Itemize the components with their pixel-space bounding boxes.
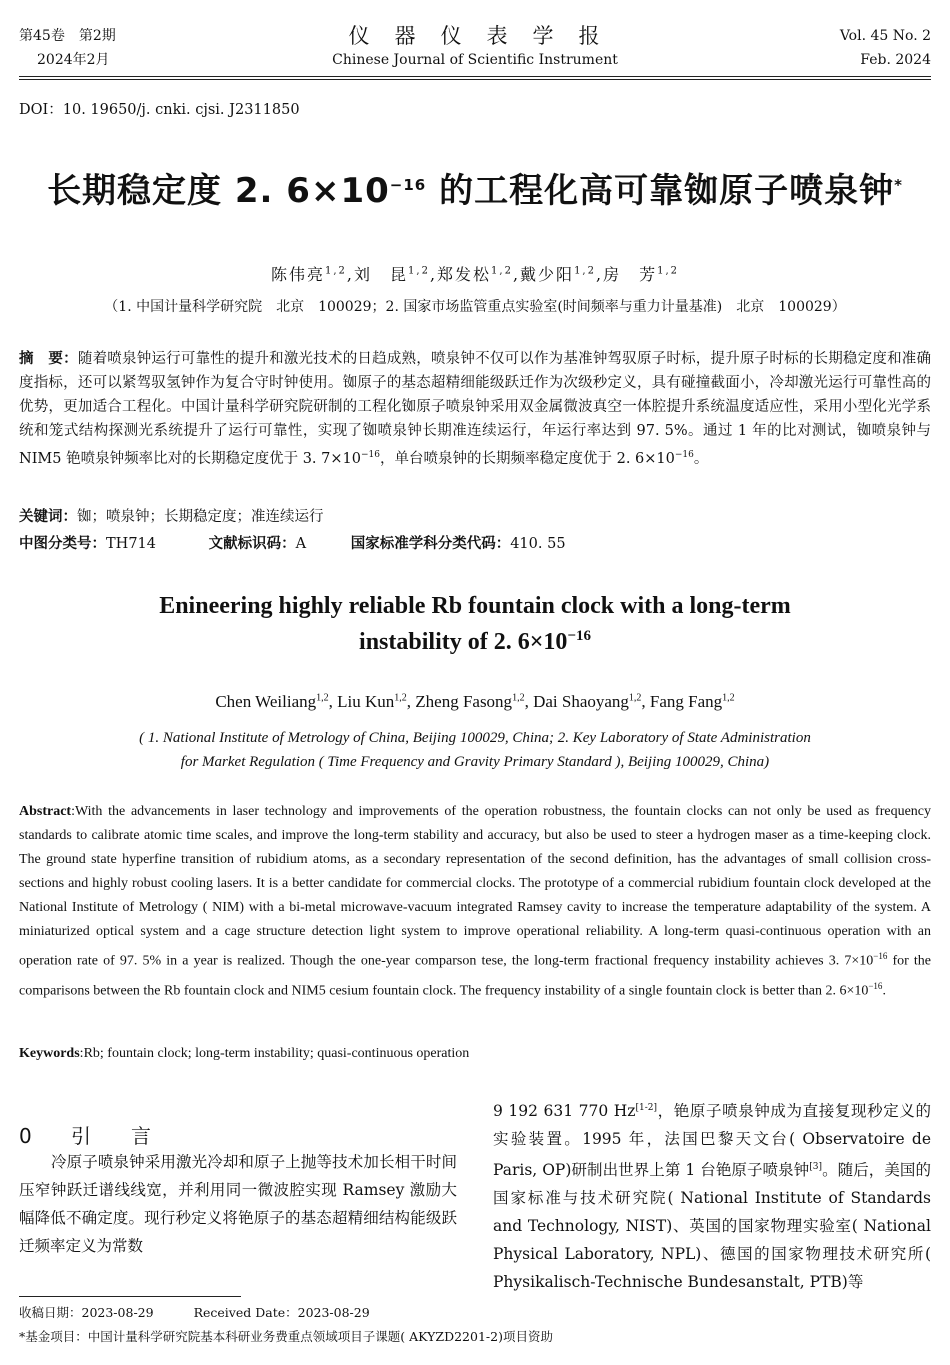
date-cn: 2024年2月 bbox=[37, 52, 110, 68]
citation: [1-2] bbox=[635, 1103, 657, 1113]
author-en-affil: 1,2 bbox=[722, 692, 735, 704]
abstract-cn bbox=[19, 347, 931, 471]
abstract-cn-text-3: 。 bbox=[693, 450, 709, 467]
author-en-affil: 1,2 bbox=[512, 692, 525, 704]
keywords-en bbox=[19, 1042, 931, 1066]
received-date bbox=[19, 1304, 370, 1322]
abstract-en-exponent-2: −16 bbox=[868, 980, 883, 991]
author-cn-affil: 1,2 bbox=[408, 265, 430, 277]
abstract-en-colon: : bbox=[71, 804, 75, 819]
author-cn-affil: 1,2 bbox=[325, 265, 347, 277]
section-heading bbox=[19, 1120, 151, 1149]
date-en: Feb. 2024 bbox=[860, 52, 931, 68]
doc-code-label: 文献标识码： bbox=[208, 536, 296, 552]
volume-issue-cn: 第45卷 第2期 bbox=[19, 28, 116, 44]
authors-en: Chen Weiliang$^{1,2}$, Liu Kun$^{1,2}$, Zheng Fasong$^{1,2}$, Dai Shaoyang$^{1,2}$, Fang Fang$^{1,2}$ bbox=[215, 692, 735, 711]
classification-line bbox=[19, 532, 931, 556]
author-cn-affil: 1,2 bbox=[491, 265, 513, 277]
abstract-en-exponent: −16 bbox=[873, 951, 888, 961]
title-en bbox=[0, 588, 950, 660]
journal-name-en: Chinese Journal of Scientific Instrument bbox=[332, 52, 618, 68]
author-en: Dai Shaoyang bbox=[533, 692, 629, 711]
author-en: Liu Kun bbox=[337, 692, 395, 711]
title-cn-footnote-mark: * bbox=[894, 176, 903, 194]
title-cn-exponent: −16 bbox=[389, 176, 427, 194]
keywords-cn-text: 铷；喷泉钟；长期稳定度；准连续运行 bbox=[77, 509, 324, 525]
title-en-line1: Enineering highly reliable Rb fountain clock with a long-term bbox=[159, 593, 791, 619]
abstract-cn-label: 摘 要： bbox=[19, 351, 78, 367]
affiliations-cn: （1. 中国计量科学研究院 北京 100029；2. 国家市场监管重点实验室(时间频率与重力计量基准) 北京 100029） bbox=[104, 299, 846, 315]
header-rule-2 bbox=[19, 79, 931, 80]
author-en-affil: 1,2 bbox=[316, 692, 329, 704]
intro-left-column: 冷原子喷泉钟采用激光冷却和原子上抛等技术加长相干时间压窄钟跃迁谱线线宽，并利用同一微波腔实现 Ramsey 激励大幅降低不确定度。现行秒定义将铯原子的基态超精细结构能级跃迁频率定义为常数 bbox=[19, 1153, 457, 1255]
keywords-en-colon: : bbox=[79, 1046, 84, 1061]
title-cn-before: 长期稳定度 2. 6×10 bbox=[47, 171, 390, 211]
affiliations-en-line1: ( 1. National Institute of Metrology of China, Beijing 100029, China; 2. Key Laboratory of State Administration bbox=[139, 730, 811, 746]
journal-name-cn: 仪 器 仪 表 学 报 bbox=[348, 24, 602, 48]
intro-right-text-1: 9 192 631 770 Hz bbox=[493, 1102, 636, 1121]
title-en-line2 bbox=[0, 624, 950, 660]
doi: DOI：10. 19650/j. cnki. cjsi. J2311850 bbox=[19, 102, 300, 118]
intro-right-column bbox=[493, 1094, 931, 1296]
author-cn: 戴少阳 bbox=[520, 265, 575, 284]
abstract-en-label: Abstract bbox=[19, 804, 72, 819]
section-title: 引 言 bbox=[71, 1124, 151, 1148]
title-cn bbox=[0, 168, 950, 214]
intro-right-text-2: ，铯原子喷泉钟成为直接复现秒定义的实验装置。1995 年，法国巴黎天文台( Observatoire de Paris, OP)研制出世界上第 1 台铯原子喷泉钟 bbox=[493, 1102, 931, 1180]
title-en-exponent: −16 bbox=[567, 628, 591, 644]
fund-footnote: *基金项目：中国计量科学研究院基本科研业务费重点领域项目子课题( AKYZD2201-2)项目资助 bbox=[19, 1329, 553, 1344]
author-en-affil: 1,2 bbox=[628, 692, 642, 704]
abstract-en-text-2: for the comparisons between the Rb fountain clock and NIM5 cesium fountain clock. The frequency instability of a single fountain clock is better than 2. 6×10 bbox=[19, 953, 931, 999]
keywords-en-label: Keywords bbox=[19, 1046, 80, 1061]
section-number: 0 bbox=[19, 1124, 32, 1148]
keywords-cn bbox=[19, 505, 931, 529]
volume-issue-en: Vol. 45 No. 2 bbox=[839, 28, 931, 44]
header-rule bbox=[19, 76, 931, 77]
title-cn-after: 的工程化高可靠铷原子喷泉钟 bbox=[426, 171, 895, 211]
received-date-en: Received Date：2023-08-29 bbox=[193, 1305, 370, 1320]
std-code-value: 410. 55 bbox=[510, 536, 566, 552]
clc-label: 中图分类号： bbox=[19, 536, 106, 552]
author-cn: 陈伟亮 bbox=[271, 265, 326, 284]
author-cn: 房 芳 bbox=[603, 265, 658, 284]
abstract-en bbox=[19, 800, 931, 1003]
received-date-cn: 收稿日期：2023-08-29 bbox=[19, 1305, 154, 1320]
abstract-en-text-3: . bbox=[882, 983, 886, 999]
std-code-label: 国家标准学科分类代码： bbox=[350, 536, 511, 552]
authors-cn: 陈伟亮$^{1,2}$,刘 昆$^{1,2}$,郑发松$^{1,2}$,戴少阳$^{1,2}$,房 芳$^{1,2}$ bbox=[271, 265, 679, 284]
abstract-cn-exponent-2: −16 bbox=[674, 450, 694, 460]
affiliations-en-line2: for Market Regulation ( Time Frequency and Gravity Primary Standard ), Beijing 100029, China) bbox=[180, 754, 770, 770]
keywords-en-text: Rb; fountain clock; long-term instability; quasi-continuous operation bbox=[83, 1046, 470, 1061]
title-en-line2-text: instability of 2. 6×10 bbox=[359, 629, 568, 655]
clc-value: TH714 bbox=[106, 536, 156, 552]
footnote-rule bbox=[19, 1296, 241, 1297]
abstract-cn-exponent: −16 bbox=[360, 450, 380, 460]
author-en: Fang Fang bbox=[649, 692, 723, 711]
author-en-affil: 1,2 bbox=[394, 692, 407, 704]
abstract-cn-text: 随着喷泉钟运行可靠性的提升和激光技术的日趋成熟，喷泉钟不仅可以作为基准钟驾驭原子时标，提升原子时标的长期稳定度和准确度指标，还可以紧驾驭氢钟作为复合守时钟使用。铷原子的基态超精细能级跃迁作为次级秒定义，具有碰撞截面小，冷却激光运行可靠性高的优势，更加适合工程化。中国计量科学研究院研制的工程化铷原子喷泉钟采用双金属微波真空一体腔提升系统温度适应性，采用小型化光学系统和笼式结构探测光系统提升了运行可靠性，实现了铷喷泉钟长期准连续运行，年运行率达到 97. 5%。通过 1 年的比对测试，铷喷泉钟与 NIM5 铯喷泉钟频率比对的长期稳定度优于 3. 7×10 bbox=[19, 351, 932, 467]
affiliations-en bbox=[0, 726, 950, 774]
keywords-cn-label: 关键词： bbox=[19, 509, 77, 525]
author-en: Chen Weiliang bbox=[215, 692, 317, 711]
author-cn: 郑发松 bbox=[437, 265, 492, 284]
citation: [3] bbox=[809, 1162, 823, 1173]
author-cn-affil: 1,2 bbox=[574, 265, 596, 277]
abstract-cn-text-2: ，单台喷泉钟的长期频率稳定度优于 2. 6×10 bbox=[379, 450, 675, 467]
author-cn-affil: 1,2 bbox=[657, 265, 679, 277]
abstract-en-text: With the advancements in laser technology and improvements of the operation robustness, the fountain clocks can not only be used as frequency standards to calibrate atomic time scales, and improve the long-term stability and accuracy, but also be used to steer a hydrogen maser as a time-keeping clock. The ground state hyperfine transition of rubidium atoms, as a secondary representation of the second definition, has the advantages of small collision cross-sections and highly robust cooling lasers. It is a better candidate for commercial clocks. The prototype of a commercial rubidium fountain clock developed at the National Institute of Metrology ( NIM) with a bi-metal microwave-vacuum integrated Ramsey cavity to increase the temperature adaptability of the system. A miniaturized optical system and a cage structure detection light system to improve operational reliability. A long-term quasi-continuous operation with an operation rate of 97. 5% in a year is realized. Though the one-year comparson tese, the long-term fractional frequency instability achieves 3. 7×10 bbox=[19, 804, 931, 969]
doc-code-value: A bbox=[295, 536, 307, 552]
author-cn: 刘 昆 bbox=[354, 265, 409, 284]
author-en: Zheng Fasong bbox=[415, 692, 513, 711]
intro-right-text-3: 。随后，美国的国家标准与技术研究院( National Institute of Standards and Technology, NIST)、英国的国家物理实验室( National Physical Laboratory, NPL)、德国的国家物理技术研究所( Physikalisch-Technische Bundesanstalt, PTB)等 bbox=[493, 1161, 931, 1292]
